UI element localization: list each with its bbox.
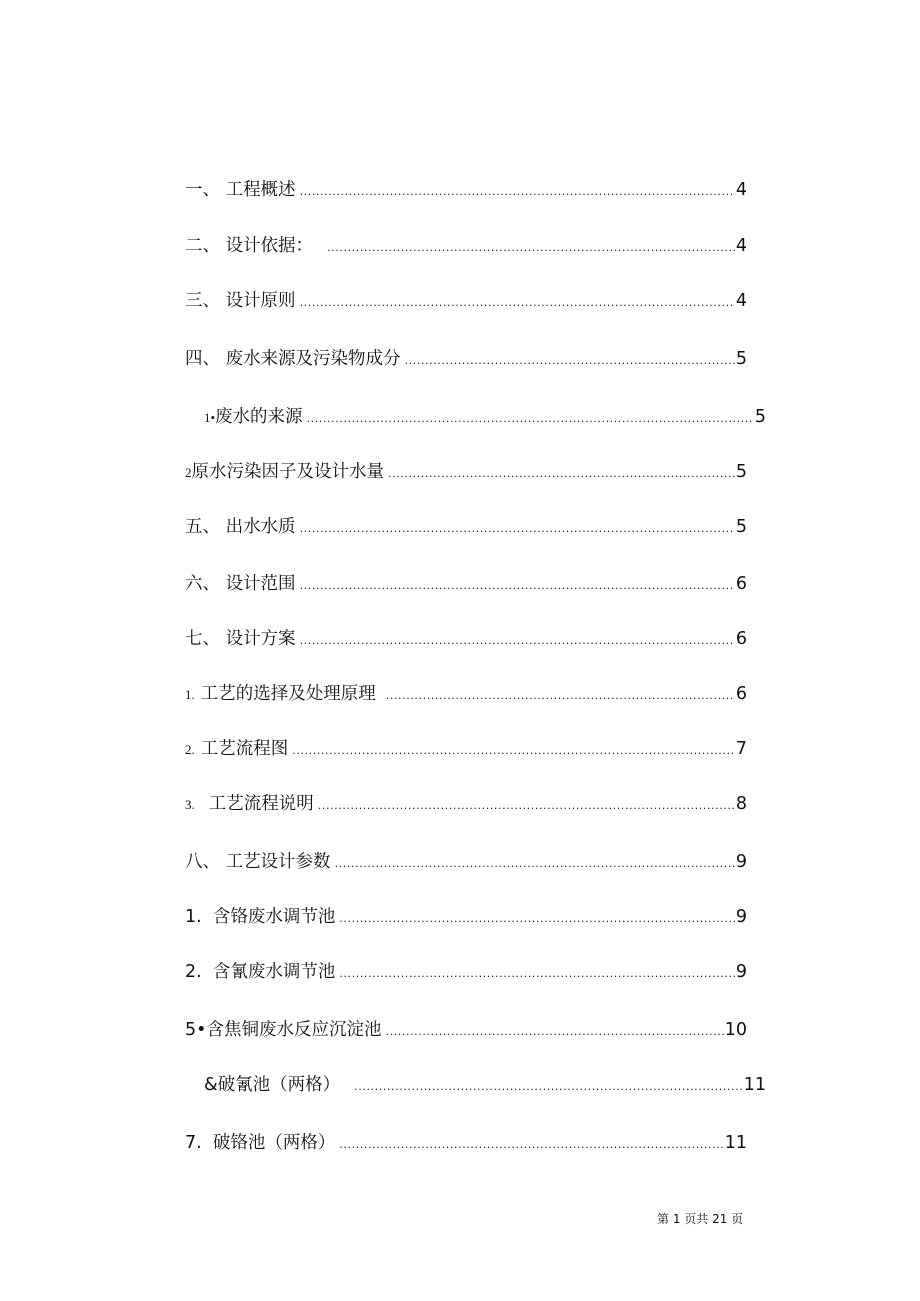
toc-leader-dots — [339, 905, 735, 933]
toc-entry-label: 原水污染因子及设计水量 — [191, 462, 384, 482]
toc-entry-title: 2. 含氰废水调节池 — [185, 962, 336, 982]
toc-leader-dots — [300, 289, 735, 317]
toc-entry-label: 废水的来源 — [215, 407, 303, 427]
toc-leader-dots — [386, 682, 735, 710]
toc-entry-8-7[interactable] — [185, 1129, 747, 1157]
toc-entry-title — [185, 735, 292, 764]
toc-entry-2[interactable] — [185, 232, 747, 260]
toc-entry-8-2[interactable] — [185, 958, 747, 986]
toc-leader-dots — [300, 627, 735, 655]
toc-entry-title: 三、 设计原则 — [185, 291, 296, 311]
toc-entry-page: 9 — [735, 962, 747, 982]
toc-entry-title: 一、 工程概述 — [185, 180, 296, 200]
toc-entry-label: 工艺流程说明 — [208, 794, 314, 814]
toc-entry-title: 二、 设计依据： — [185, 236, 314, 256]
toc-entry-4-2[interactable] — [185, 458, 747, 486]
toc-leader-dots — [335, 850, 735, 878]
toc-leader-dots — [354, 1073, 743, 1101]
toc-leader-dots — [300, 178, 735, 206]
toc-entry-8-1[interactable] — [185, 903, 747, 931]
toc-entry-prefix: 1. — [185, 687, 195, 702]
toc-entry-label: 工艺流程图 — [200, 739, 289, 759]
toc-entry-title: 四、 废水来源及污染物成分 — [185, 349, 401, 369]
toc-entry-page: 6 — [735, 629, 747, 649]
toc-entry-page: 6 — [735, 684, 747, 704]
page-footer: 第 1 页共 21 页 — [657, 1212, 744, 1226]
toc-entry-4-1[interactable] — [204, 403, 766, 431]
toc-entry-title — [204, 403, 307, 432]
toc-entry-page: 5 — [735, 349, 747, 369]
toc-entry-7-2[interactable] — [185, 735, 747, 763]
toc-leader-dots — [385, 1018, 723, 1046]
toc-entry-4[interactable] — [185, 345, 747, 373]
toc-entry-label: 工艺的选择及处理原理 — [200, 684, 376, 704]
toc-entry-page: 8 — [735, 794, 747, 814]
toc-leader-dots — [405, 347, 735, 375]
toc-leader-dots — [300, 572, 735, 600]
toc-entry-page: 5 — [754, 407, 766, 427]
toc-entry-8[interactable] — [185, 848, 747, 876]
toc-entry-3[interactable] — [185, 287, 747, 315]
toc-entry-page: 9 — [735, 907, 747, 927]
toc-entry-prefix: 3. — [185, 797, 195, 812]
toc-entry-page: 4 — [735, 291, 747, 311]
toc-entry-title: 七、 设计方案 — [185, 629, 296, 649]
toc-leader-dots — [327, 234, 735, 262]
toc-entry-page: 10 — [724, 1020, 747, 1040]
toc-entry-page: 7 — [735, 739, 747, 759]
toc-entry-page: 4 — [735, 236, 747, 256]
toc-entry-title: 5•含焦铜废水反应沉淀池 — [185, 1020, 382, 1040]
toc-entry-prefix: 1• — [204, 410, 216, 425]
toc-entry-7[interactable] — [185, 625, 747, 653]
toc-entry-title: 1. 含铬废水调节池 — [185, 907, 336, 927]
toc-entry-prefix: 2 — [185, 465, 192, 480]
toc-entry-title: 五、 出水水质 — [185, 517, 296, 537]
toc-entry-page: 9 — [735, 852, 747, 872]
toc-leader-dots — [307, 405, 754, 433]
toc-entry-1[interactable] — [185, 176, 747, 204]
toc-entry-title: &破氰池（两格） — [204, 1075, 341, 1095]
toc-entry-page: 5 — [735, 462, 747, 482]
toc-entry-prefix: 2. — [185, 742, 195, 757]
toc-entry-page: 4 — [735, 180, 747, 200]
toc-entry-title: 六、 设计范围 — [185, 574, 296, 594]
toc-leader-dots — [339, 1131, 723, 1159]
toc-entry-title: 八、 工艺设计参数 — [185, 852, 331, 872]
toc-entry-8-6[interactable] — [204, 1071, 766, 1099]
toc-entry-title: 7. 破铬池（两格） — [185, 1133, 336, 1153]
toc-entry-7-1[interactable] — [185, 680, 747, 708]
toc-entry-8-5[interactable] — [185, 1016, 747, 1044]
toc-leader-dots — [339, 960, 735, 988]
toc-entry-7-3[interactable] — [185, 790, 747, 818]
toc-entry-page: 11 — [743, 1075, 766, 1095]
toc-leader-dots — [318, 792, 735, 820]
toc-entry-title — [185, 680, 380, 709]
toc-leader-dots — [388, 460, 735, 488]
toc-leader-dots — [292, 737, 735, 765]
toc-entry-6[interactable] — [185, 570, 747, 598]
toc-leader-dots — [300, 515, 735, 543]
toc-entry-page: 11 — [724, 1133, 747, 1153]
toc-entry-page: 5 — [735, 517, 747, 537]
toc-entry-title — [185, 790, 318, 819]
toc-entry-title — [185, 458, 388, 487]
toc-entry-page: 6 — [735, 574, 747, 594]
toc-entry-5[interactable] — [185, 513, 747, 541]
